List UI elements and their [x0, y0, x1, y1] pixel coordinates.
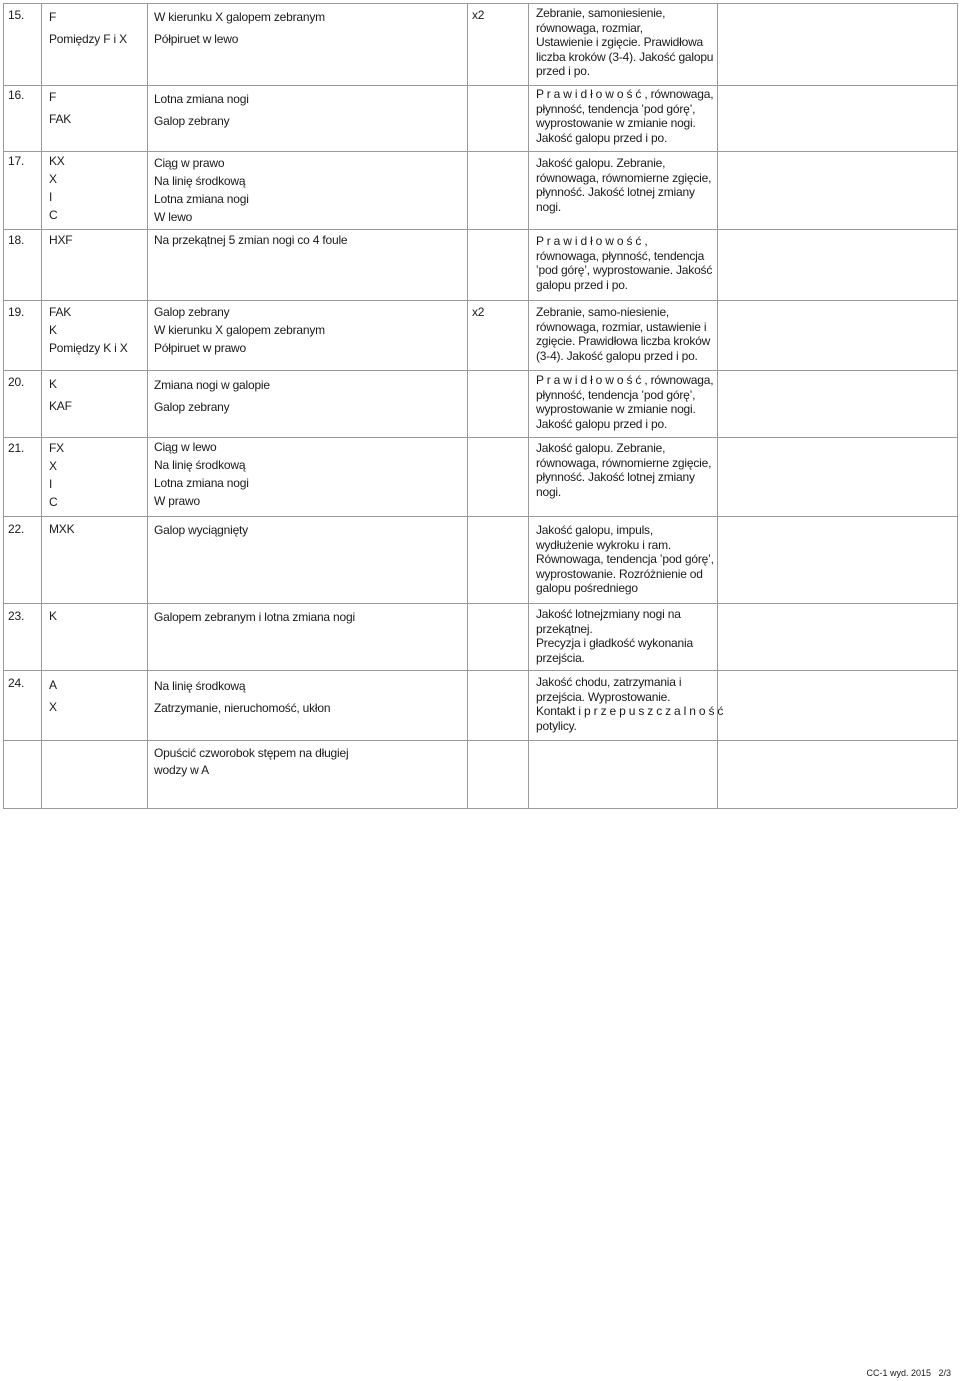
directive-ideas-line: wyprostowanie w zmianie nogi.	[536, 402, 696, 416]
movement-description-line: Lotna zmiana nogi	[154, 192, 249, 206]
directive-ideas-line: galopu przed i po.	[536, 277, 628, 292]
movement-description	[154, 6, 325, 50]
marker-letters-line: KAF	[49, 399, 72, 413]
movement-description-line: W kierunku X galopem zebranym	[154, 323, 325, 337]
marker-letters-line: Pomiędzy F i X	[49, 32, 127, 46]
movement-description-line: Zmiana nogi w galopie	[154, 378, 270, 392]
directive-ideas-line: przed i po.	[536, 64, 590, 78]
directive-ideas-line: płynność. Jakość lotnej zmiany	[536, 470, 695, 484]
directive-ideas-line: Jakość galopu przed i po.	[536, 416, 668, 431]
directive-ideas	[536, 6, 712, 79]
movement-description-line: Na linię środkową	[154, 174, 246, 188]
marker-letters-line: I	[49, 190, 53, 204]
marker-letters-line: HXF	[49, 233, 73, 247]
table-rule	[3, 670, 957, 671]
marker-letters	[49, 439, 64, 511]
row-number: 20.	[8, 375, 25, 389]
movement-description-line: Lotna zmiana nogi	[154, 476, 249, 490]
movement-description-line: Zatrzymanie, nieruchomość, ukłon	[154, 701, 331, 715]
movement-description	[154, 154, 249, 226]
movement-description-line: Półpiruet w lewo	[154, 32, 239, 46]
directive-ideas-line: Precyzja i gładkość wykonania	[536, 636, 693, 650]
movement-description-line: Na linię środkową	[154, 458, 246, 472]
directive-ideas-line: ‛pod górę’, wyprostowanie. Jakość	[536, 263, 713, 277]
directive-ideas-line: nogi.	[536, 199, 562, 214]
marker-letters-line: F	[49, 10, 57, 24]
marker-letters-line: K	[49, 323, 57, 337]
marker-letters	[49, 6, 127, 50]
marker-letters	[49, 303, 128, 357]
movement-description-line: Galopem zebranym i lotna zmiana nogi	[154, 610, 355, 624]
movement-description-line: Lotna zmiana nogi	[154, 92, 249, 106]
table-rule	[147, 3, 148, 808]
directive-ideas	[536, 523, 712, 596]
coefficient: x2	[472, 8, 485, 22]
table-rule	[717, 3, 718, 808]
directive-ideas-line: Jakość galopu. Zebranie,	[536, 441, 666, 455]
directive-ideas-line: Jakość lotnejzmiany nogi na	[536, 607, 681, 621]
directive-ideas	[536, 156, 712, 214]
directive-ideas-line: Jakość galopu, impuls,	[536, 523, 653, 537]
table-rule	[3, 300, 957, 301]
directive-ideas	[536, 373, 712, 431]
table-rule	[957, 3, 958, 808]
movement-description	[154, 303, 325, 357]
directive-ideas-line: Jakość galopu. Zebranie,	[536, 156, 666, 170]
directive-ideas-line: wydłużenie wykroku i ram.	[536, 537, 672, 552]
directive-ideas-line: liczba kroków (3-4). Jakość galopu	[536, 49, 714, 64]
row-number: 15.	[8, 8, 25, 22]
directive-ideas-line: równowaga, rozmiar, ustawienie i	[536, 319, 707, 334]
directive-ideas-line: równowaga, równomierne zgięcie,	[536, 170, 712, 185]
marker-letters	[49, 231, 72, 249]
directive-ideas-line: równowaga, płynność, tendencja	[536, 248, 705, 263]
marker-letters-line: K	[49, 377, 57, 391]
table-rule	[3, 85, 957, 86]
directive-ideas-line: Równowaga, tendencja ‛pod górę’,	[536, 552, 714, 566]
movement-description	[154, 521, 248, 539]
marker-letters-line: FAK	[49, 305, 72, 319]
marker-letters-line: K	[49, 609, 57, 623]
table-rule	[3, 437, 957, 438]
coefficient: x2	[472, 305, 485, 319]
closing-instruction	[154, 745, 348, 779]
marker-letters-line: X	[49, 172, 57, 186]
movement-description-line: Ciąg w lewo	[154, 440, 217, 454]
directive-ideas-line: równowaga, rozmiar,	[536, 20, 643, 35]
directive-ideas	[536, 87, 712, 145]
movement-description-line: Na linię środkową	[154, 679, 246, 693]
table-rule	[41, 3, 42, 808]
marker-letters-line: KX	[49, 154, 65, 168]
directive-ideas-line: P r a w i d ł o w o ś ć , równowaga,	[536, 373, 714, 387]
directive-ideas-line: płynność, tendencja ‛pod górę’,	[536, 387, 696, 402]
table-rule	[3, 151, 957, 152]
marker-letters-line: X	[49, 459, 57, 473]
directive-ideas	[536, 675, 724, 733]
row-number: 17.	[8, 154, 25, 168]
directive-ideas-line: równowaga, równomierne zgięcie,	[536, 455, 712, 470]
directive-ideas-line: Zebranie, samo-niesienie,	[536, 305, 670, 319]
row-number: 18.	[8, 233, 25, 247]
directive-ideas-line: potylicy.	[536, 718, 577, 733]
directive-ideas	[536, 441, 712, 499]
directive-ideas-line: galopu pośredniego	[536, 581, 638, 595]
movement-description-line: Półpiruet w prawo	[154, 341, 246, 355]
directive-ideas-line: P r a w i d ł o w o ś ć , równowaga,	[536, 87, 714, 101]
table-rule	[3, 603, 957, 604]
marker-letters-line: MXK	[49, 522, 75, 536]
marker-letters-line: Pomiędzy K i X	[49, 341, 128, 355]
table-rule	[467, 3, 468, 808]
table-rule	[3, 808, 957, 809]
marker-letters	[49, 607, 57, 625]
table-rule	[3, 516, 957, 517]
directive-ideas-line: przejścia.	[536, 650, 585, 665]
movement-description-line: W kierunku X galopem zebranym	[154, 10, 325, 24]
marker-letters-line: I	[49, 477, 53, 491]
directive-ideas-line: Kontakt i p r z e p u s z c z a l n o ś ć	[536, 704, 724, 718]
table-rule	[3, 3, 4, 808]
movement-description-line: Galop wyciągnięty	[154, 523, 248, 537]
movement-description-line: W lewo	[154, 210, 193, 224]
directive-ideas-line: płynność. Jakość lotnej zmiany	[536, 185, 695, 199]
directive-ideas-line: wyprostowanie. Rozróżnienie od	[536, 566, 703, 581]
marker-letters	[49, 373, 72, 417]
closing-instruction-line: wodzy w A	[154, 763, 209, 777]
marker-letters-line: F	[49, 90, 57, 104]
directive-ideas-line: przekątnej.	[536, 621, 593, 636]
directive-ideas	[536, 607, 712, 665]
directive-ideas-line: wyprostowanie w zmianie nogi.	[536, 116, 696, 130]
marker-letters	[49, 674, 57, 718]
movement-description	[154, 438, 249, 510]
movement-description	[154, 88, 249, 132]
row-number: 19.	[8, 305, 25, 319]
table-rule	[3, 740, 957, 741]
marker-letters	[49, 520, 74, 538]
movement-description	[154, 675, 330, 719]
directive-ideas-line: Jakość chodu, zatrzymania i	[536, 675, 682, 689]
directive-ideas-line: P r a w i d ł o w o ś ć ,	[536, 234, 648, 248]
directive-ideas-line: Zebranie, samoniesienie,	[536, 6, 666, 20]
marker-letters-line: C	[49, 495, 58, 509]
movement-description	[154, 231, 347, 249]
directive-ideas-line: płynność, tendencja ‛pod górę’,	[536, 101, 696, 116]
marker-letters	[49, 152, 65, 224]
marker-letters-line: C	[49, 208, 58, 222]
marker-letters-line: FX	[49, 441, 64, 455]
page-footer: CC-1 wyd. 2015 2/3	[866, 1368, 951, 1378]
marker-letters-line: A	[49, 678, 57, 692]
directive-ideas-line: zgięcie. Prawidłowa liczba kroków	[536, 334, 711, 348]
directive-ideas-line: nogi.	[536, 484, 562, 499]
table-rule	[528, 3, 529, 808]
movement-description-line: Galop zebrany	[154, 114, 230, 128]
marker-letters-line: FAK	[49, 112, 72, 126]
movement-description-line: Na przekątnej 5 zmian nogi co 4 foule	[154, 233, 348, 247]
closing-instruction-line: Opuścić czworobok stępem na długiej	[154, 746, 349, 760]
movement-description-line: Ciąg w prawo	[154, 156, 225, 170]
movement-description-line: Galop zebrany	[154, 400, 230, 414]
table-rule	[3, 229, 957, 230]
marker-letters	[49, 86, 71, 130]
table-rule	[3, 370, 957, 371]
directive-ideas	[536, 305, 712, 363]
table-rule	[3, 3, 957, 4]
row-number: 22.	[8, 522, 25, 536]
row-number: 16.	[8, 88, 25, 102]
directive-ideas-line: (3-4). Jakość galopu przed i po.	[536, 348, 698, 363]
row-number: 21.	[8, 441, 25, 455]
movement-description-line: W prawo	[154, 494, 200, 508]
directive-ideas-line: przejścia. Wyprostowanie.	[536, 689, 671, 704]
directive-ideas	[536, 234, 712, 292]
movement-description	[154, 374, 270, 418]
movement-description-line: Galop zebrany	[154, 305, 230, 319]
movement-description	[154, 608, 355, 626]
directive-ideas-line: Jakość galopu przed i po.	[536, 130, 668, 145]
directive-ideas-line: Ustawienie i zgięcie. Prawidłowa	[536, 35, 704, 49]
row-number: 23.	[8, 609, 25, 623]
row-number: 24.	[8, 676, 25, 690]
marker-letters-line: X	[49, 700, 57, 714]
